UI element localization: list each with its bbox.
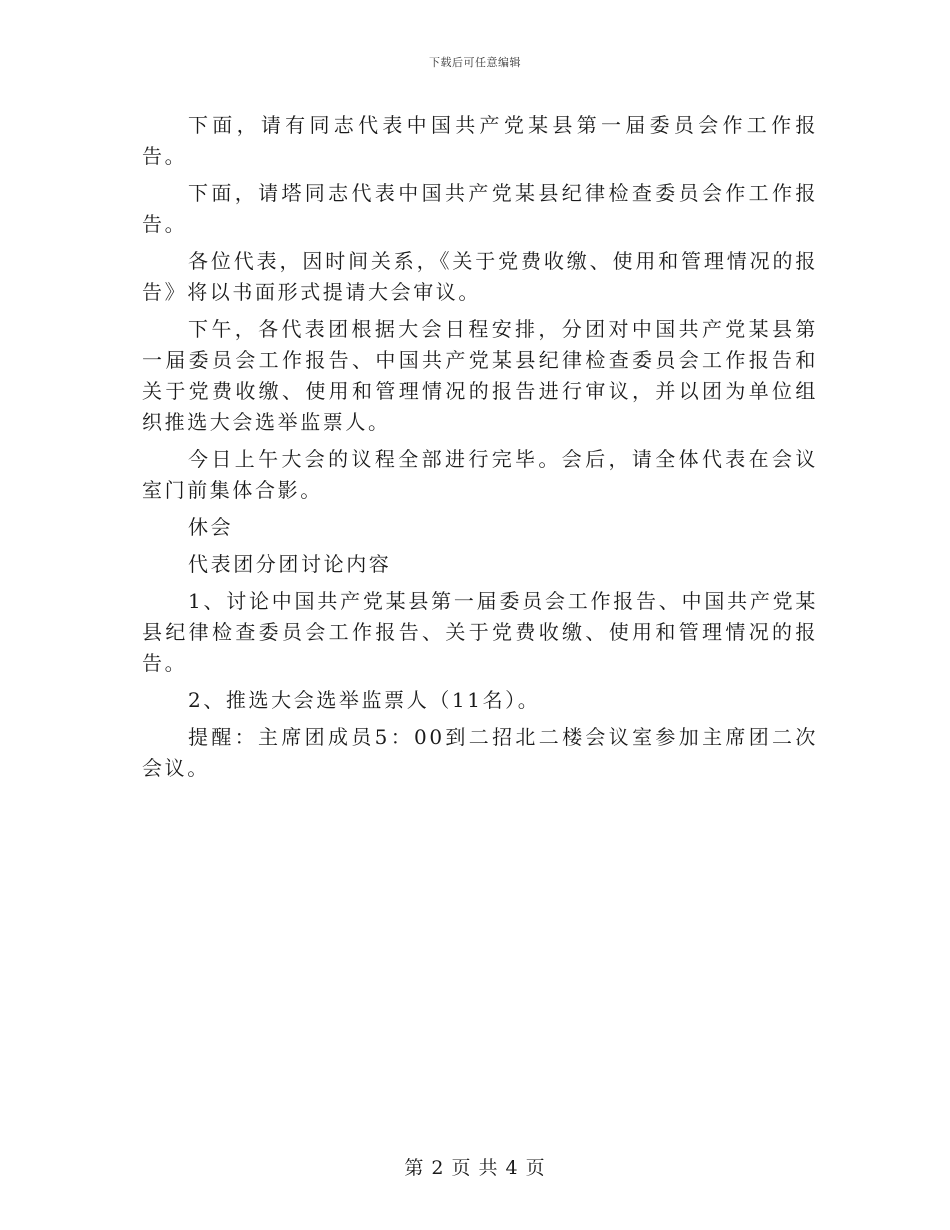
page-number: 第 2 页 共 4 页 [404, 1157, 546, 1179]
paragraph-adjourn: 休会 [188, 515, 234, 539]
paragraph-reminder: 提醒：主席团成员5：00到二招北二楼会议室参加主席团二次会议。 [142, 725, 818, 780]
paragraph-discipline-report: 下面，请塔同志代表中国共产党某县纪律检查委员会作工作报告。 [142, 181, 818, 236]
paragraph-group-photo: 今日上午大会的议程全部进行完毕。会后，请全体代表在会议室门前集体合影。 [142, 447, 818, 502]
paragraph-discussion-item-1: 1、讨论中国共产党某县第一届委员会工作报告、中国共产党某县纪律检查委员会工作报告、关于党费收缴、使用和管理情况的报告。 [142, 589, 818, 675]
paragraph-discussion-item-2: 2、推选大会选举监票人（11名）。 [188, 688, 541, 712]
paragraph-party-fee-report: 各位代表，因时间关系，《关于党费收缴、使用和管理情况的报告》将以书面形式提请大会审议。 [142, 249, 818, 304]
paragraph-discussion-heading: 代表团分团讨论内容 [188, 552, 392, 576]
page-header-note: 下载后可任意编辑 [429, 56, 521, 69]
paragraph-committee-report: 下面，请有同志代表中国共产党某县第一届委员会作工作报告。 [142, 113, 818, 168]
paragraph-afternoon-review: 下午，各代表团根据大会日程安排，分团对中国共产党某县第一届委员会工作报告、中国共产党某县纪律检查委员会工作报告和关于党费收缴、使用和管理情况的报告进行审议，并以团为单位组织推选大会选举监票人。 [142, 317, 818, 434]
document-body [142, 110, 818, 784]
